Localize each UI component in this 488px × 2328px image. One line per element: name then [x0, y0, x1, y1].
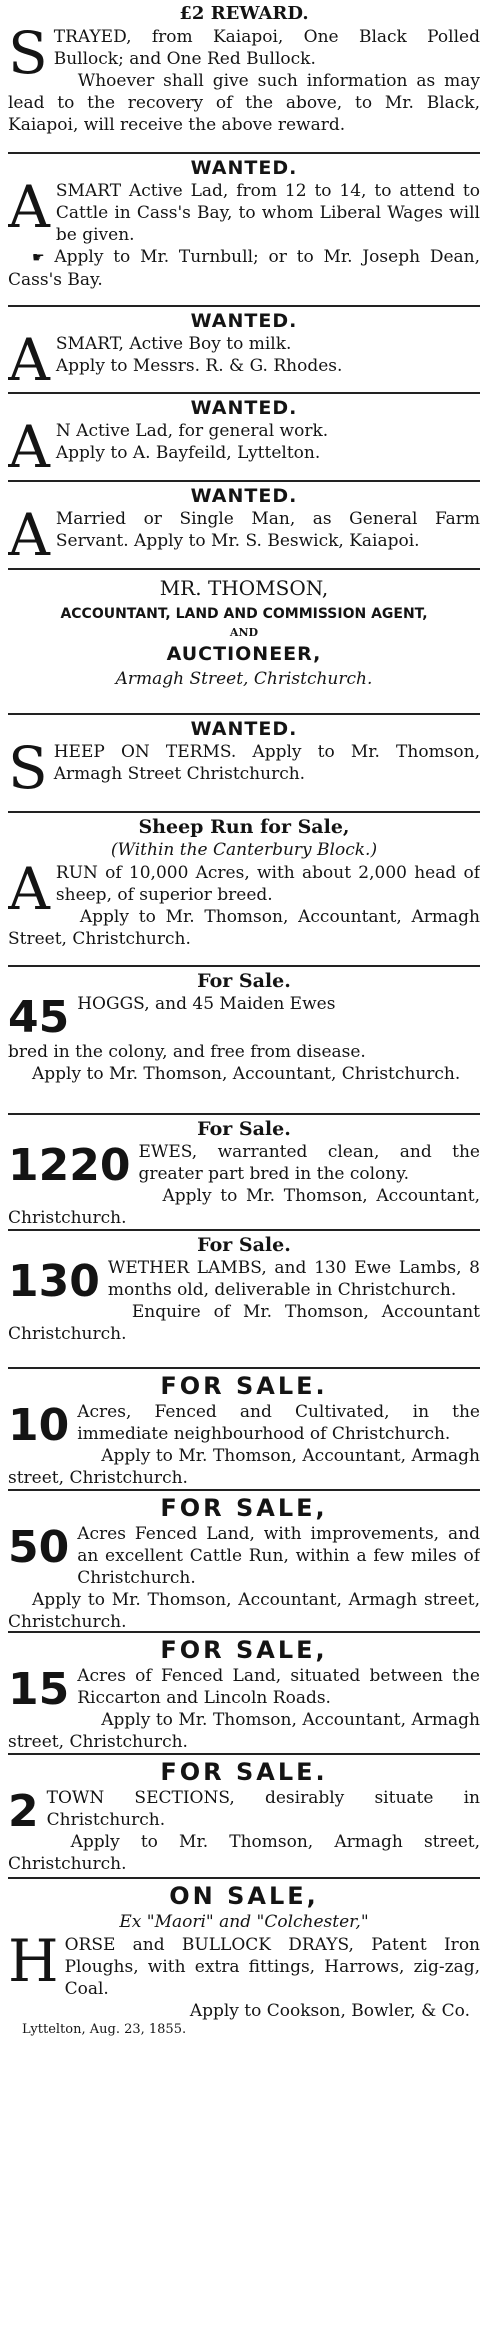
ad-wether-lambs — [8, 1231, 480, 1369]
ad-lead: Acres Fenced Land, with improvements, and an excellent Cattle Run, within a few miles of Christchurch. — [77, 1524, 480, 1588]
drop-number: 45 — [8, 992, 70, 1043]
ad-heading: WANTED. — [190, 397, 298, 419]
ad-body: Apply to Mr. Thomson, Accountant, Armagh street, Christchurch. — [8, 1710, 480, 1752]
card-address: Armagh Street, Christchurch. — [115, 669, 373, 689]
ad-subheading: Ex "Maori" and "Colchester," — [119, 1912, 369, 1932]
ad-heading: FOR SALE. — [160, 1372, 328, 1400]
ad-ewes — [8, 1115, 480, 1231]
ad-on-sale-drays — [8, 1879, 480, 2063]
ad-lead: WETHER LAMBS, and 130 Ewe Lambs, 8 months old, deliverable in Christchurch. — [107, 1258, 480, 1300]
drop-number: 15 — [8, 1664, 70, 1715]
ad-wanted-general — [8, 394, 480, 482]
ad-hoggs — [8, 967, 480, 1115]
card-and: AND — [229, 626, 259, 639]
ad-heading: WANTED. — [190, 718, 298, 740]
ad-lead: ORSE and BULLOCK DRAYS, Patent Iron Ploughs, with extra fittings, Harrows, zig-zag, Coal. — [64, 1935, 480, 1999]
ad-lead-continued: bred in the colony, and free from disease. — [8, 1042, 366, 1062]
drop-cap: A — [8, 855, 50, 923]
ad-heading: WANTED. — [190, 157, 298, 179]
ad-heading: For Sale. — [197, 970, 291, 992]
ad-body: Enquire of Mr. Thomson, Accountant Christchurch. — [8, 1302, 480, 1344]
ad-wanted-boy — [8, 307, 480, 394]
drop-number: 2 — [8, 1786, 39, 1837]
ad-ten-acres — [8, 1369, 480, 1491]
card-auctioneer: AUCTIONEER, — [166, 643, 322, 665]
ad-thomson-card — [8, 570, 480, 715]
drop-cap: S — [8, 734, 48, 802]
pointing-hand-icon: ☛ — [32, 250, 45, 266]
ad-heading: WANTED. — [190, 310, 298, 332]
ad-body: Apply to Mr. Thomson, Armagh street, Christchurch. — [8, 1832, 480, 1874]
ad-lead: N Active Lad, for general work. — [55, 421, 329, 441]
ad-reward — [8, 0, 480, 154]
card-name: MR. THOMSON, — [159, 576, 329, 600]
ad-subheading: (Within the Canterbury Block.) — [110, 840, 378, 860]
ad-heading: For Sale. — [197, 1118, 291, 1140]
ad-heading: FOR SALE, — [160, 1494, 328, 1522]
ad-lead: HOGGS, and 45 Maiden Ewes — [77, 994, 336, 1014]
ad-body: Apply to Mr. Thomson, Accountant, Armagh Street, Christchurch. — [8, 907, 480, 949]
drop-number: 1220 — [8, 1140, 131, 1191]
drop-cap: A — [8, 413, 50, 481]
ad-body: Apply to A. Bayfeild, Lyttelton. — [55, 443, 321, 463]
ad-body: Apply to Cookson, Bowler, & Co. — [189, 2001, 470, 2021]
ad-heading: FOR SALE. — [160, 1758, 328, 1786]
ad-lead: EWES, warranted clean, and the greater part bred in the colony. — [138, 1142, 480, 1184]
ad-body: Apply to Messrs. R. & G. Rhodes. — [55, 356, 343, 376]
ad-lead: SMART Active Lad, from 12 to 14, to attend to Cattle in Cass's Bay, to whom Liberal Wages will be given. — [55, 181, 480, 245]
ad-sheep-run — [8, 813, 480, 967]
drop-cap: A — [8, 173, 50, 241]
ad-heading: For Sale. — [197, 1234, 291, 1256]
ad-lead: Acres of Fenced Land, situated between the Riccarton and Lincoln Roads. — [77, 1666, 480, 1708]
ad-lead: TOWN SECTIONS, desirably situate in Christchurch. — [46, 1788, 480, 1830]
drop-number: 10 — [8, 1400, 70, 1451]
drop-cap: A — [8, 501, 50, 569]
ad-wanted-lad — [8, 154, 480, 307]
drop-number: 130 — [8, 1256, 100, 1307]
ad-heading: FOR SALE, — [160, 1636, 328, 1664]
ad-heading: Sheep Run for Sale, — [138, 816, 350, 838]
ad-lead: RUN of 10,000 Acres, with about 2,000 head of sheep, of superior breed. — [55, 863, 480, 905]
ad-body: Apply to Mr. Turnbull; or to Mr. Joseph Dean, Cass's Bay. — [8, 247, 480, 290]
ad-lead: Acres, Fenced and Cultivated, in the immediate neighbourhood of Christchurch. — [77, 1402, 480, 1444]
ad-heading: ON SALE, — [169, 1882, 319, 1910]
ad-body: Apply to Mr. Thomson, Accountant, Christchurch. — [32, 1064, 461, 1084]
ad-wanted-farm-servant — [8, 482, 480, 570]
drop-cap: A — [8, 326, 50, 394]
ad-fifteen-acres — [8, 1633, 480, 1755]
ad-lead: TRAYED, from Kaiapoi, One Black Polled Bullock; and One Red Bullock. — [53, 27, 480, 69]
ad-lead: HEEP ON TERMS. Apply to Mr. Thomson, Armagh Street Christchurch. — [53, 742, 480, 784]
ad-town-sections — [8, 1755, 480, 1879]
drop-number: 50 — [8, 1522, 70, 1573]
ad-body: Apply to Mr. Thomson, Accountant, Armagh street, Christchurch. — [8, 1590, 480, 1632]
ad-sheep-on-terms — [8, 715, 480, 813]
card-title: ACCOUNTANT, LAND AND COMMISSION AGENT, — [60, 606, 428, 622]
ad-heading: £2 REWARD. — [179, 3, 309, 24]
ad-date: Lyttelton, Aug. 23, 1855. — [22, 2022, 187, 2037]
drop-cap: S — [8, 19, 48, 87]
ad-body: Whoever shall give such information as may lead to the recovery of the above, to Mr. Black, Kaiapoi, will receive the above reward. — [8, 71, 480, 135]
ad-heading: WANTED. — [190, 485, 298, 507]
ad-lead: Married or Single Man, as General Farm Servant. Apply to Mr. S. Beswick, Kaiapoi. — [55, 509, 480, 551]
drop-cap: H — [8, 1927, 59, 1995]
ad-lead: SMART, Active Boy to milk. — [55, 334, 292, 354]
ad-body: Apply to Mr. Thomson, Accountant, Armagh street, Christchurch. — [8, 1446, 480, 1488]
ad-body: Apply to Mr. Thomson, Accountant, Christchurch. — [8, 1186, 480, 1228]
ad-fifty-acres — [8, 1491, 480, 1633]
